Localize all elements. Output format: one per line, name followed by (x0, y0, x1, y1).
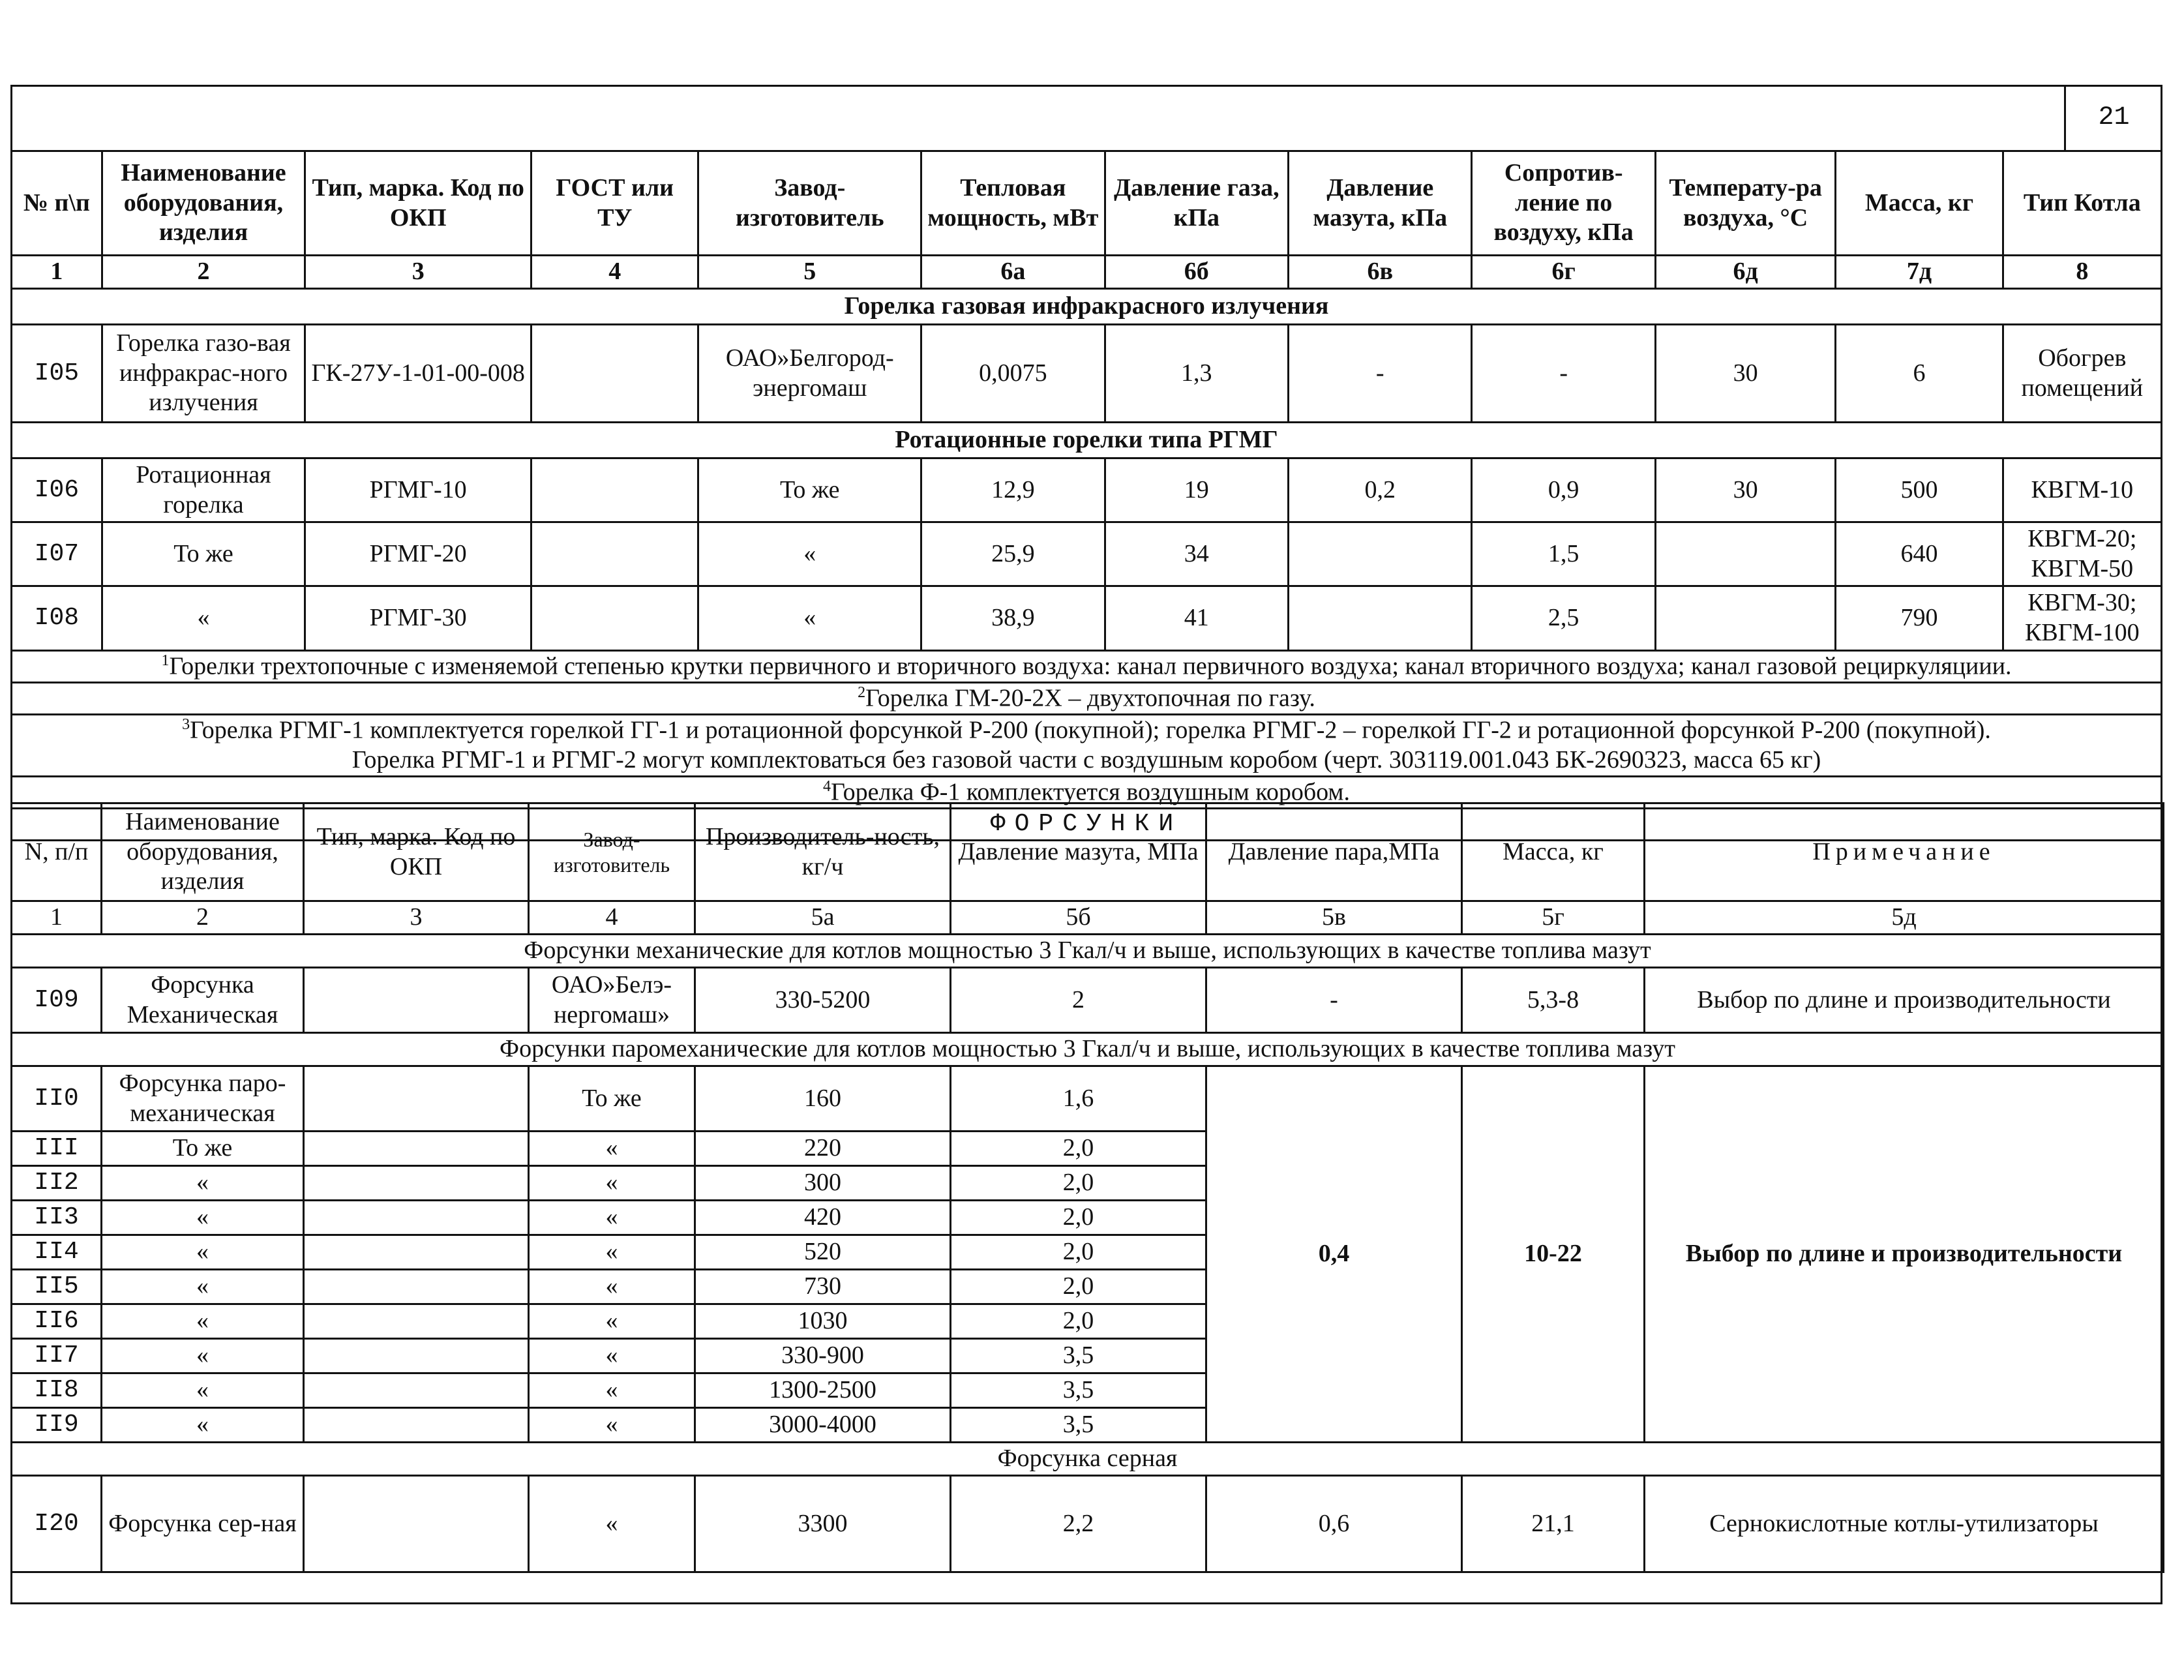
column-number-row (12, 256, 2162, 289)
col-number: 1 (12, 901, 102, 935)
table-row (12, 1476, 2164, 1572)
table-cell: « (529, 1373, 695, 1408)
row-number: I06 (12, 458, 102, 522)
column-number-row (12, 901, 2164, 935)
table-cell: 3300 (695, 1476, 951, 1572)
row-number: II4 (12, 1235, 102, 1270)
table-cell: « (102, 1408, 304, 1443)
table-cell: Выбор по длине и производительности (1645, 968, 2164, 1033)
table-cell: « (529, 1339, 695, 1373)
footnote-text: Горелка РГМГ-1 комплектуется горелкой ГГ-1 и ротационной форсункой Р-200 (покупной); горелка РГМГ-2 – горелкой ГГ-2 и ротационной форсункой Р-200 (покупной). (190, 716, 1991, 744)
table-cell: 1,5 (1472, 522, 1655, 586)
table-cell (304, 1270, 529, 1304)
table-cell: 3,5 (951, 1339, 1206, 1373)
col-number: 4 (531, 256, 698, 289)
footnote (12, 650, 2162, 682)
section-row (12, 1033, 2164, 1066)
footnote-marker: 4 (823, 777, 831, 795)
table-cell: 3,5 (951, 1408, 1206, 1443)
table-cell: 6 (1836, 325, 2003, 423)
table-cell: 300 (695, 1166, 951, 1201)
table-cell: « (529, 1166, 695, 1201)
nozzles-table (10, 802, 2164, 1573)
table-cell (531, 522, 698, 586)
nozzles-title: ФОРСУНКИ (12, 809, 2162, 841)
table-cell: 0,0075 (921, 325, 1105, 423)
footnote-text: Горелка РГМГ-1 и РГМГ-2 могут комплектоваться без газовой части с воздушным коробом (черт. 303119.001.043 БК-2690323, масса 65 кг) (352, 746, 1821, 774)
note-row (12, 650, 2162, 682)
table-cell: РГМГ-30 (305, 586, 531, 650)
table-cell (304, 1408, 529, 1443)
table-cell (304, 1476, 529, 1572)
table-cell: 1300-2500 (695, 1373, 951, 1408)
section-row (12, 289, 2162, 325)
section-title: Форсунка серная (12, 1443, 2164, 1476)
table-cell: Выбор по длине и производительности (1645, 1066, 2164, 1443)
row-number: II9 (12, 1408, 102, 1443)
row-number: I20 (12, 1476, 102, 1572)
table-cell: Обогрев помещений (2003, 325, 2161, 423)
col-number: 6а (921, 256, 1105, 289)
row-number: II6 (12, 1304, 102, 1339)
table-cell (531, 325, 698, 423)
header-cell: Тепловая мощность, мВт (921, 151, 1105, 256)
row-number: II0 (12, 1066, 102, 1132)
table-cell: 640 (1836, 522, 2003, 586)
table-cell (1655, 522, 1835, 586)
table-cell: 330-900 (695, 1339, 951, 1373)
table-cell: То же (529, 1066, 695, 1132)
table-cell (304, 1066, 529, 1132)
table-cell: 21,1 (1462, 1476, 1645, 1572)
header-row (12, 151, 2162, 256)
col-number: 6в (1289, 256, 1472, 289)
table-row (12, 586, 2162, 650)
col-number: 5д (1645, 901, 2164, 935)
table-cell (1289, 522, 1472, 586)
col-number: 2 (102, 901, 304, 935)
table-cell: Форсунка сер-ная (102, 1476, 304, 1572)
col-number: 4 (529, 901, 695, 935)
table-cell: 3,5 (951, 1373, 1206, 1408)
table-cell: 30 (1655, 458, 1835, 522)
table-cell: 2,0 (951, 1166, 1206, 1201)
table-cell: 2,0 (951, 1235, 1206, 1270)
row-number: II2 (12, 1166, 102, 1201)
table-cell: - (1206, 968, 1462, 1033)
header-cell: Масса, кг (1836, 151, 2003, 256)
section-row (12, 1443, 2164, 1476)
header-cell: Масса, кг (1462, 803, 1645, 901)
header-cell: Наименование оборудования, изделия (102, 151, 305, 256)
table-cell: То же (698, 458, 921, 522)
table-cell: 19 (1105, 458, 1288, 522)
table-cell: 1,6 (951, 1066, 1206, 1132)
table-cell (1655, 586, 1835, 650)
row-number: I05 (12, 325, 102, 423)
table-cell: « (102, 1339, 304, 1373)
col-number: 5в (1206, 901, 1462, 935)
table-cell: 5,3-8 (1462, 968, 1645, 1033)
table-cell: 2,0 (951, 1270, 1206, 1304)
section-title: Ротационные горелки типа РГМГ (12, 423, 2162, 458)
table-cell: « (102, 586, 305, 650)
row-number: III (12, 1132, 102, 1166)
table-cell (304, 1132, 529, 1166)
header-cell: Тип, марка. Код по ОКП (305, 151, 531, 256)
footnote-marker: 2 (858, 683, 866, 701)
header-cell: Давление пара,МПа (1206, 803, 1462, 901)
table-cell (304, 1235, 529, 1270)
col-number: 3 (305, 256, 531, 289)
footnote (12, 682, 2162, 714)
footnote-marker: 3 (182, 716, 190, 734)
header-cell: Наименование оборудования, изделия (102, 803, 304, 901)
table-cell: 12,9 (921, 458, 1105, 522)
col-number: 8 (2003, 256, 2161, 289)
header-cell: Завод-изготовитель (529, 803, 695, 901)
table-cell (304, 1304, 529, 1339)
col-number: 2 (102, 256, 305, 289)
section-title: Форсунки механические для котлов мощностью 3 Гкал/ч и выше, использующих в качестве топлива мазут (12, 935, 2164, 968)
col-number: 1 (12, 256, 102, 289)
header-cell: Давление газа, кПа (1105, 151, 1288, 256)
table-row (12, 968, 2164, 1033)
table-cell: 160 (695, 1066, 951, 1132)
table-cell: 2,0 (951, 1304, 1206, 1339)
section-title: Форсунки паромеханические для котлов мощностью 3 Гкал/ч и выше, использующих в качестве топлива мазут (12, 1033, 2164, 1066)
table-cell: « (529, 1408, 695, 1443)
table-cell: « (529, 1304, 695, 1339)
table-cell: Ротационная горелка (102, 458, 305, 522)
table-row (12, 325, 2162, 423)
table-cell: « (102, 1166, 304, 1201)
table-cell: « (529, 1476, 695, 1572)
table-cell: Форсунка паро-механическая (102, 1066, 304, 1132)
table-cell: 520 (695, 1235, 951, 1270)
table-cell (304, 1166, 529, 1201)
table-cell: 2,2 (951, 1476, 1206, 1572)
footnote-text: Горелки трехтопочные с изменяемой степенью крутки первичного и вторичного воздуха: канал первичного воздуха; канал вторичного воздуха; канал газовой рециркуляциии. (169, 652, 2012, 680)
col-number: 5г (1462, 901, 1645, 935)
table-cell: « (529, 1270, 695, 1304)
table-cell: 3000-4000 (695, 1408, 951, 1443)
row-number: I07 (12, 522, 102, 586)
table-cell: 0,2 (1289, 458, 1472, 522)
row-number: II8 (12, 1373, 102, 1408)
section-row (12, 935, 2164, 968)
table-cell (304, 1201, 529, 1235)
table-cell: КВГМ-20; КВГМ-50 (2003, 522, 2161, 586)
table-row (12, 522, 2162, 586)
footnote (12, 715, 2162, 777)
table-cell: 730 (695, 1270, 951, 1304)
header-cell: Давление мазута, МПа (951, 803, 1206, 901)
table-cell: РГМГ-10 (305, 458, 531, 522)
header-cell: Производитель-ность, кг/ч (695, 803, 951, 901)
table-cell: 0,9 (1472, 458, 1655, 522)
col-number: 6д (1655, 256, 1835, 289)
table-cell: То же (102, 1132, 304, 1166)
table-cell (531, 586, 698, 650)
table-cell (531, 458, 698, 522)
table-cell: 1,3 (1105, 325, 1288, 423)
table-cell: 34 (1105, 522, 1288, 586)
row-number: II3 (12, 1201, 102, 1235)
table-cell: ГК-27У-1-01-00-008 (305, 325, 531, 423)
table-cell: РГМГ-20 (305, 522, 531, 586)
table-cell: Сернокислотные котлы-утилизаторы (1645, 1476, 2164, 1572)
table-cell: 41 (1105, 586, 1288, 650)
col-number: 5 (698, 256, 921, 289)
row-number: I09 (12, 968, 102, 1033)
table-cell: ОАО»Белэ-нергомаш» (529, 968, 695, 1033)
table-cell: 25,9 (921, 522, 1105, 586)
table-cell: « (102, 1373, 304, 1408)
note-row (12, 715, 2162, 777)
header-cell: N, п/п (12, 803, 102, 901)
note-row (12, 682, 2162, 714)
header-cell: Примечание (1645, 803, 2164, 901)
row-number: II7 (12, 1339, 102, 1373)
header-cell: ГОСТ или ТУ (531, 151, 698, 256)
table-cell: 0,6 (1206, 1476, 1462, 1572)
header-cell: Тип, марка. Код по ОКП (304, 803, 529, 901)
col-number: 7д (1836, 256, 2003, 289)
table-cell: 420 (695, 1201, 951, 1235)
row-number: I08 (12, 586, 102, 650)
table-cell: 2,5 (1472, 586, 1655, 650)
col-number: 6б (1105, 256, 1288, 289)
table-cell: 790 (1836, 586, 2003, 650)
col-number: 6г (1472, 256, 1655, 289)
footnote-text: Горелка Ф-1 комплектуется воздушным коробом. (831, 778, 1350, 806)
table-cell: « (102, 1201, 304, 1235)
table-cell: « (102, 1304, 304, 1339)
table-row (12, 458, 2162, 522)
table-cell: 330-5200 (695, 968, 951, 1033)
burners-table (10, 150, 2162, 841)
header-cell: Сопротив-ление по воздуху, кПа (1472, 151, 1655, 256)
table-cell: 220 (695, 1132, 951, 1166)
header-cell: Температу-ра воздуха, °С (1655, 151, 1835, 256)
table-cell: 30 (1655, 325, 1835, 423)
table-cell: 38,9 (921, 586, 1105, 650)
header-cell: № п\п (12, 151, 102, 256)
table-cell: КВГМ-30; КВГМ-100 (2003, 586, 2161, 650)
page-number: 21 (2064, 85, 2162, 150)
table-cell: То же (102, 522, 305, 586)
table-cell: « (102, 1235, 304, 1270)
table-cell: - (1289, 325, 1472, 423)
table-cell (1289, 586, 1472, 650)
col-number: 5а (695, 901, 951, 935)
header-cell: Давление мазута, кПа (1289, 151, 1472, 256)
table-cell: 0,4 (1206, 1066, 1462, 1443)
col-number: 3 (304, 901, 529, 935)
table-cell: 500 (1836, 458, 2003, 522)
table-cell: « (698, 586, 921, 650)
table-cell: 1030 (695, 1304, 951, 1339)
table-cell: 2 (951, 968, 1206, 1033)
table-cell: 2,0 (951, 1201, 1206, 1235)
row-number: II5 (12, 1270, 102, 1304)
table-cell: ОАО»Белгород-энергомаш (698, 325, 921, 423)
header-cell: Тип Котла (2003, 151, 2161, 256)
table-cell: « (102, 1270, 304, 1304)
footnote-text: Горелка ГМ-20-2Х – двухтопочная по газу. (865, 684, 1315, 712)
table-cell (304, 968, 529, 1033)
footnote-marker: 1 (161, 652, 170, 669)
header-cell: Завод-изготовитель (698, 151, 921, 256)
table-cell: 10-22 (1462, 1066, 1645, 1443)
table-row (12, 1066, 2164, 1132)
table-cell: КВГМ-10 (2003, 458, 2161, 522)
col-number: 5б (951, 901, 1206, 935)
table-cell: - (1472, 325, 1655, 423)
table-cell: « (529, 1235, 695, 1270)
section-title: Горелка газовая инфракрасного излучения (12, 289, 2162, 325)
table-cell: Горелка газо-вая инфракрас-ного излучения (102, 325, 305, 423)
table-cell: « (529, 1132, 695, 1166)
table-cell: Форсунка Механическая (102, 968, 304, 1033)
table-cell (304, 1373, 529, 1408)
table-cell: « (698, 522, 921, 586)
table-cell (304, 1339, 529, 1373)
table-cell: 2,0 (951, 1132, 1206, 1166)
table-cell: « (529, 1201, 695, 1235)
section-row (12, 423, 2162, 458)
header-row (12, 803, 2164, 901)
